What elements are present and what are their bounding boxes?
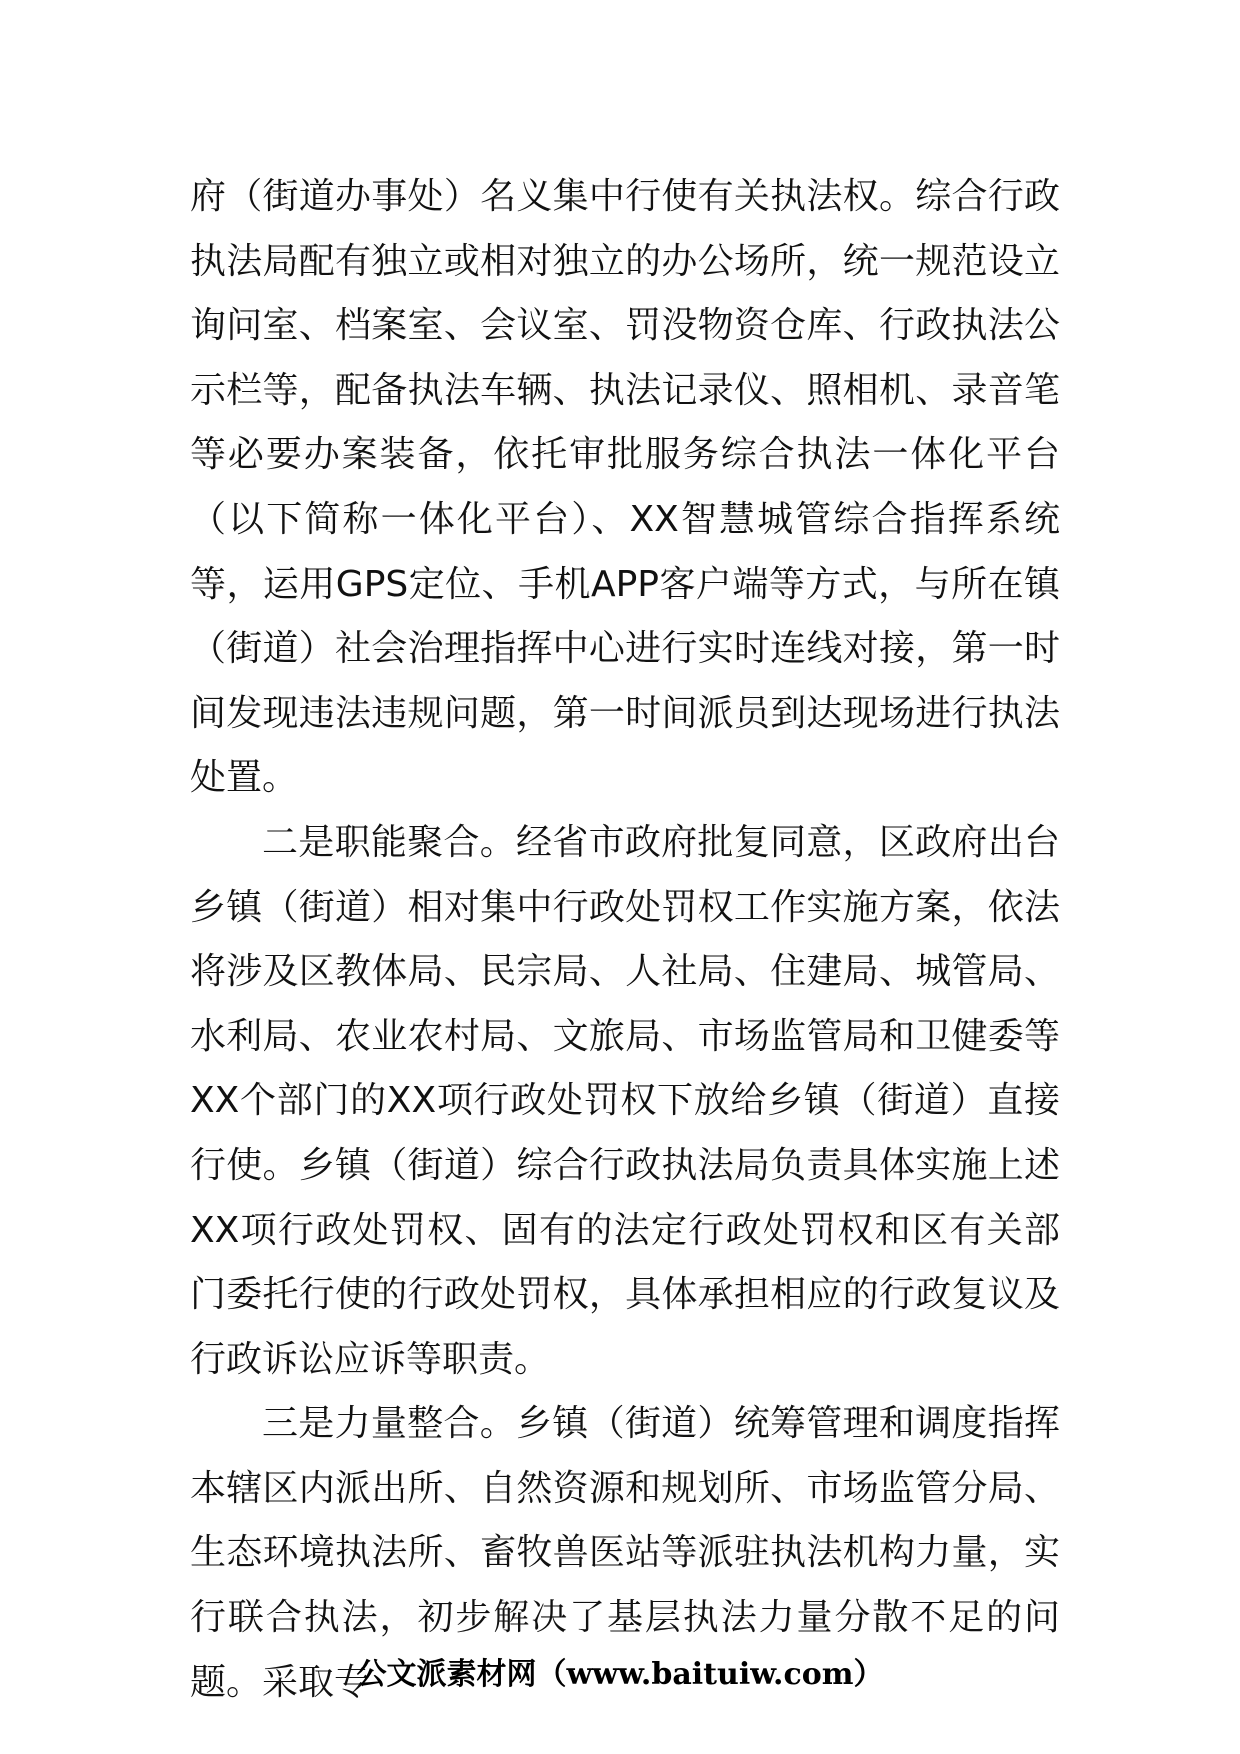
paragraph-continuation: 府（街道办事处）名义集中行使有关执法权。综合行政执法局配有独立或相对独立的办公场所，统一规范设立询问室、档案室、会议室、罚没物资仓库、行政执法公示栏等，配备执法车辆、执法记录仪、照相机、录音笔等必要办案装备，依托审批服务综合执法一体化平台（以下简称一体化平台）、XX智慧城管综合指挥系统等，运用GPS定位、手机APP客户端等方式，与所在镇（街道）社会治理指挥中心进行实时连线对接，第一时间发现违法违规问题，第一时间派员到达现场进行执法处置。: [190, 176, 1060, 799]
footer-watermark-text: 公文派素材网（www.baituiw.com）: [356, 1657, 884, 1692]
document-body: [190, 165, 1060, 1715]
paragraph-force-integration: 三是力量整合。乡镇（街道）统筹管理和调度指挥本辖区内派出所、自然资源和规划所、市场监管分局、生态环境执法所、畜牧兽医站等派驻执法机构力量，实行联合执法，初步解决了基层执法力量分散不足的问题。采取专: [190, 1403, 1060, 1703]
paragraph-functions-aggregation: 二是职能聚合。经省市政府批复同意，区政府出台乡镇（街道）相对集中行政处罚权工作实施方案，依法将涉及区教体局、民宗局、人社局、住建局、城管局、水利局、农业农村局、文旅局、市场监管局和卫健委等XX个部门的XX项行政处罚权下放给乡镇（街道）直接行使。乡镇（街道）综合行政执法局负责具体实施上述XX项行政处罚权、固有的法定行政处罚权和区有关部门委托行使的行政处罚权，具体承担相应的行政复议及行政诉讼应诉等职责。: [190, 821, 1060, 1380]
